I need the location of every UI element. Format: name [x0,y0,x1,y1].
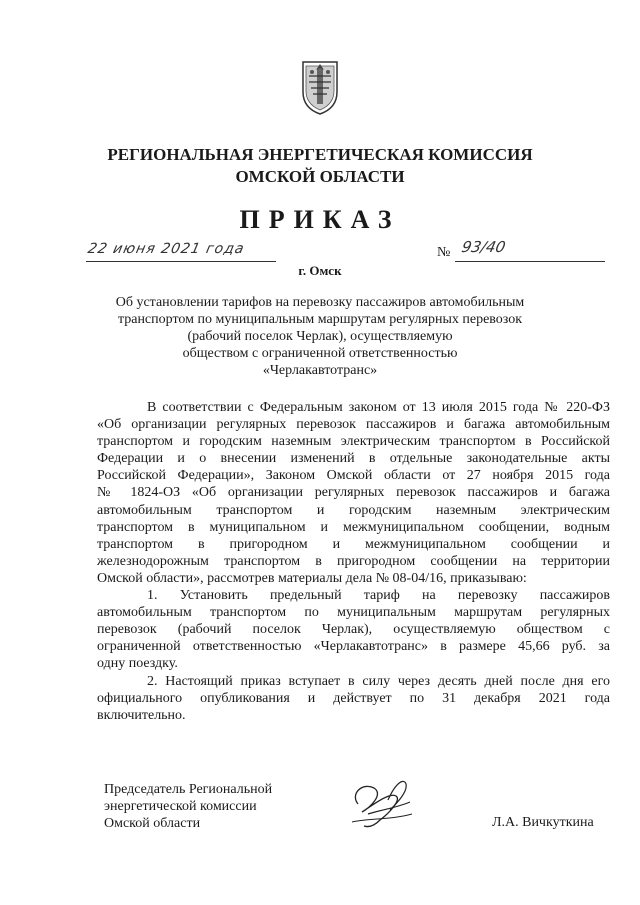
body-line: железнодорожным транспортом в пригородном сообщении на территории [97,553,610,569]
org-name-line1: РЕГИОНАЛЬНАЯ ЭНЕРГЕТИЧЕСКАЯ КОМИССИЯ [107,145,533,164]
handwritten-date: 22 июня 2021 года [86,241,247,257]
body-line: автомобильным транспортом по муниципальным маршрутам регулярных [97,605,610,621]
body-line: ограниченной ответственностью «Черлакавтотранс» в размере 45,66 руб. за [97,639,610,655]
subject-line: обществом с ограниченной ответственностью [182,346,458,361]
position-line: энергетической комиссии [104,799,257,814]
handwritten-signature [340,774,425,834]
body-line: 1. Установить предельный тариф на перевозку пассажиров [147,588,610,604]
handwritten-number: 93/40 [460,238,508,256]
number-underline [455,261,605,262]
body-line: Омской области», рассмотрев материалы дела № 08-04/16, приказываю: [97,570,527,586]
body-line: В соответствии с Федеральным законом от 13 июля 2015 года № 220-ФЗ [147,400,610,415]
number-label: № [437,245,451,260]
position-line: Председатель Региональной [104,782,273,797]
body-line: транспортом в муниципальном и межмуниципальном сообщении, водным [97,519,610,535]
city-name: г. Омск [298,263,342,278]
document-type-title: ПРИКАЗ [239,205,401,234]
subject-line: «Черлакавтотранс» [262,363,378,378]
signatory-position [104,781,272,832]
signatory-name: Л.А. Вичкуткина [492,815,594,830]
body-line: одну поездку. [97,656,178,672]
date-underline [86,261,276,262]
body-line: № 1824-ОЗ «Об организации регулярных перевозок пассажиров и багажа [97,485,610,501]
body-line: «Об организации регулярных перевозок пассажиров и багажа автомобильным [97,417,610,433]
subject-line: Об установлении тарифов на перевозку пассажиров автомобильным [115,295,525,310]
body-line: Российской Федерации», Законом Омской области от 27 ноября 2015 года [97,468,610,484]
subject-line: транспортом по муниципальным маршрутам регулярных перевозок [117,312,523,327]
order-subject [100,294,540,379]
body-line: включительно. [97,707,186,723]
body-line: Федерации и о внесении изменений в отдельные законодательные акты [97,451,610,467]
body-line: транспортом в пригородном и межмуниципальном сообщении и [97,536,610,552]
body-line: автомобильным транспортом и городским наземным электрическим [97,502,610,518]
order-body [97,399,610,724]
body-line: перевозок (рабочий поселок Черлак), осуществляемую обществом с [97,622,610,638]
body-line: транспортом и городским наземным электрическим транспортом в Российской [97,434,610,450]
body-line: 2. Настоящий приказ вступает в силу через десять дней после дня его [147,673,610,689]
position-line: Омской области [104,816,201,831]
coat-of-arms-emblem [300,58,340,116]
body-line: официального опубликования и действует по 31 декабря 2021 года [97,690,610,706]
subject-line: (рабочий поселок Черлак), осуществляемую [187,329,453,344]
org-name-line2: ОМСКОЙ ОБЛАСТИ [235,167,405,186]
